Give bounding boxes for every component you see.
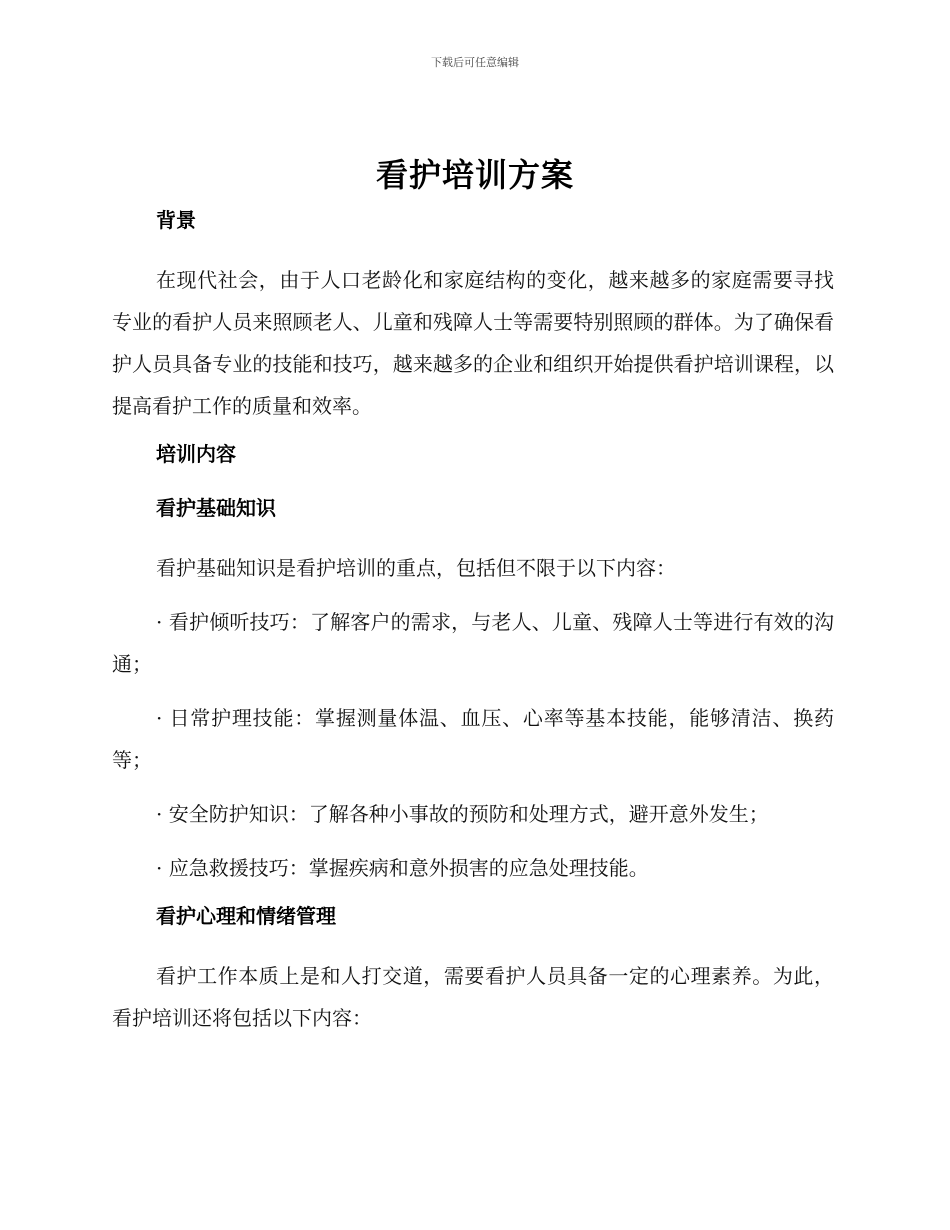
bullet-item-daily-care: · 日常护理技能：掌握测量体温、血压、心率等基本技能，能够清洁、换药等； — [112, 706, 834, 772]
header-note: 下载后可任意编辑 — [431, 56, 519, 69]
bullet-item-emergency: · 应急救援技巧：掌握疾病和意外损害的应急处理技能。 — [156, 856, 649, 880]
document-title: 看护培训方案 — [375, 156, 574, 194]
bullet-item-safety: · 安全防护知识：了解各种小事故的预防和处理方式，避开意外发生； — [156, 802, 769, 826]
section-heading-basic-knowledge: 看护基础知识 — [156, 496, 276, 520]
section-heading-psychology: 看护心理和情绪管理 — [156, 904, 336, 928]
section-heading-background: 背景 — [156, 208, 196, 232]
paragraph-basic-knowledge-intro: 看护基础知识是看护培训的重点，包括但不限于以下内容： — [156, 556, 676, 580]
document-body — [112, 205, 834, 1039]
section-heading-training-content: 培训内容 — [156, 442, 236, 466]
bullet-item-listening: · 看护倾听技巧：了解客户的需求，与老人、儿童、残障人士等进行有效的沟通； — [112, 610, 834, 676]
paragraph-background: 在现代社会，由于人口老龄化和家庭结构的变化，越来越多的家庭需要寻找专业的看护人员来照顾老人、儿童和残障人士等需要特别照顾的群体。为了确保看护人员具备专业的技能和技巧，越来越多的企业和组织开始提供看护培训课程，以提高看护工作的质量和效率。 — [112, 268, 834, 418]
paragraph-psychology: 看护工作本质上是和人打交道，需要看护人员具备一定的心理素养。为此，看护培训还将包括以下内容： — [112, 964, 834, 1030]
